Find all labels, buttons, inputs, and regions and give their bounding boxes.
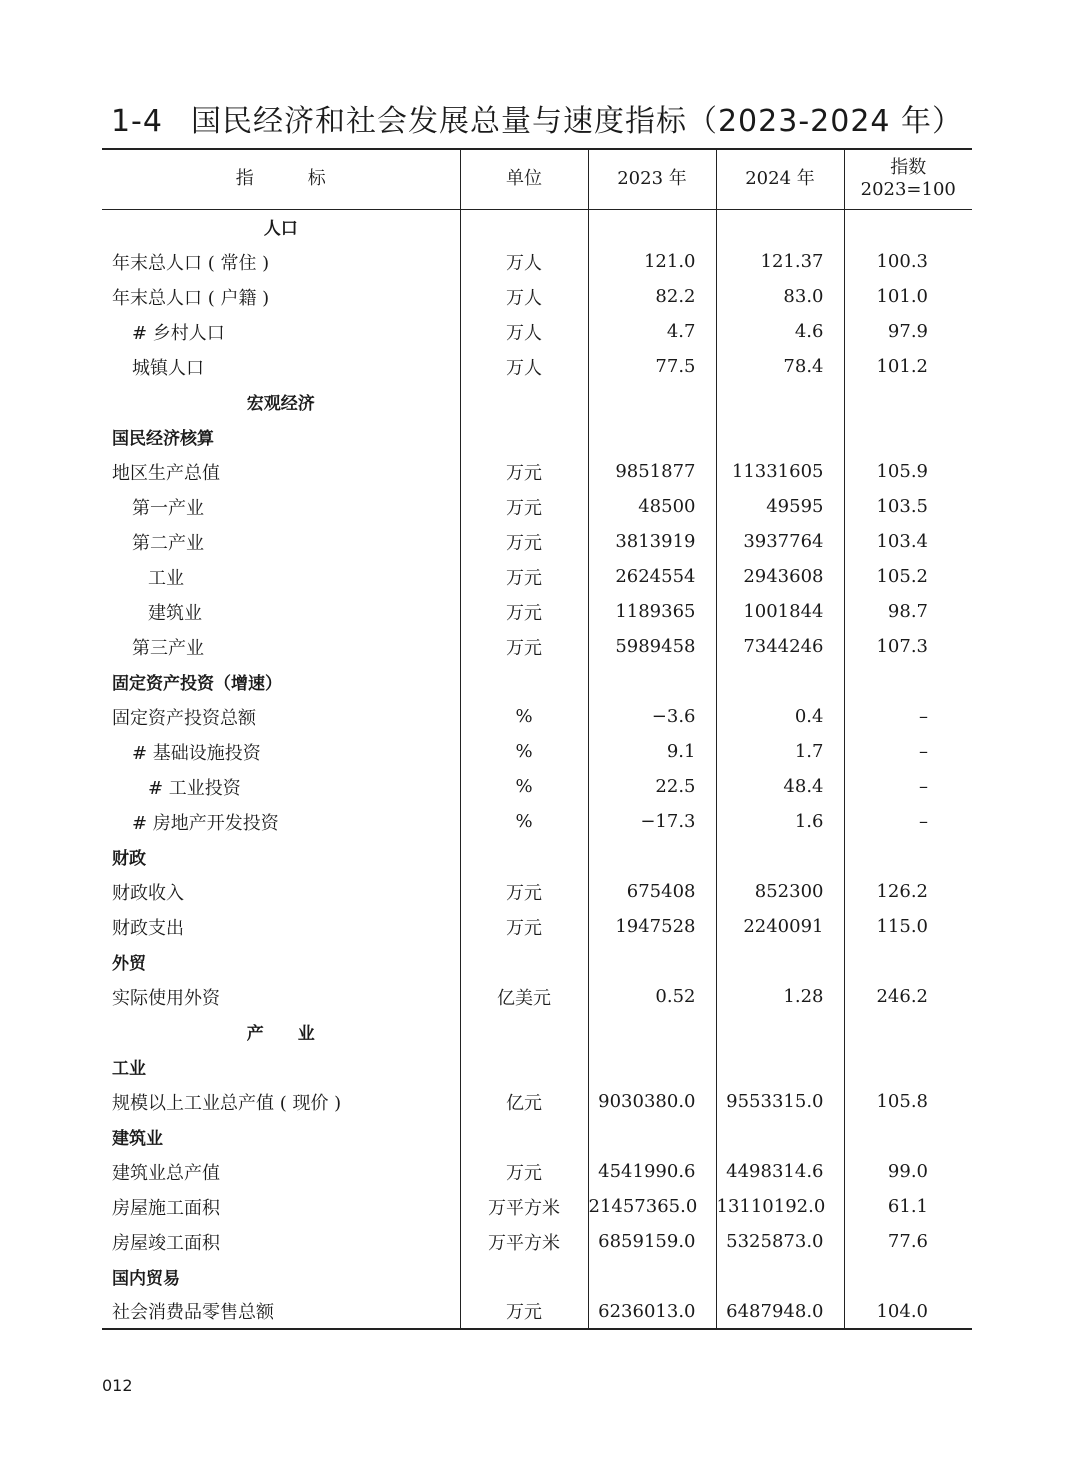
index-cell: 103.5 xyxy=(844,489,972,524)
header-2024: 2024 年 xyxy=(716,149,844,209)
indicator-label: 年末总人口 ( 常住 ) xyxy=(112,252,270,274)
value-2023-cell xyxy=(588,419,716,454)
header-2023: 2023 年 xyxy=(588,149,716,209)
index-cell xyxy=(844,419,972,454)
unit-cell xyxy=(460,664,588,699)
indicator-label: # 基础设施投资 xyxy=(132,742,261,764)
index-cell: 98.7 xyxy=(844,594,972,629)
index-cell: 107.3 xyxy=(844,629,972,664)
value-2024-cell: 13110192.0 xyxy=(716,1189,844,1224)
indicator-label: 工业 xyxy=(112,1059,146,1079)
table-row xyxy=(102,594,972,629)
value-2024-cell: 852300 xyxy=(716,874,844,909)
value-2024-cell: 83.0 xyxy=(716,279,844,314)
indicator-label: 固定资产投资（增速） xyxy=(112,674,282,694)
table-row xyxy=(102,1294,972,1329)
value-2023-cell: 3813919 xyxy=(588,524,716,559)
value-2023-cell: 5989458 xyxy=(588,629,716,664)
value-2024-cell: 1.28 xyxy=(716,979,844,1014)
unit-cell xyxy=(460,419,588,454)
value-2024-cell: 78.4 xyxy=(716,349,844,384)
indicator-label: 产 业 xyxy=(246,1024,315,1044)
indicator-label: # 房地产开发投资 xyxy=(132,812,279,834)
value-2024-cell xyxy=(716,1259,844,1294)
index-cell: 61.1 xyxy=(844,1189,972,1224)
indicator-label: 年末总人口 ( 户籍 ) xyxy=(112,287,270,309)
table-row xyxy=(102,349,972,384)
unit-cell: 万元 xyxy=(460,524,588,559)
table-row xyxy=(102,489,972,524)
index-cell xyxy=(844,1259,972,1294)
value-2024-cell xyxy=(716,1119,844,1154)
page-number: 012 xyxy=(102,1376,133,1395)
value-2024-cell: 1.7 xyxy=(716,734,844,769)
value-2024-cell: 0.4 xyxy=(716,699,844,734)
value-2024-cell: 3937764 xyxy=(716,524,844,559)
table-row xyxy=(102,734,972,769)
table-row xyxy=(102,524,972,559)
table-row xyxy=(102,1189,972,1224)
indicator-label: 财政 xyxy=(112,849,146,869)
unit-cell: 万元 xyxy=(460,594,588,629)
unit-cell: 万人 xyxy=(460,314,588,349)
value-2024-cell xyxy=(716,1014,844,1049)
indicator-label: 城镇人口 xyxy=(132,357,204,379)
indicator-label: # 乡村人口 xyxy=(132,322,225,344)
value-2023-cell: 1947528 xyxy=(588,909,716,944)
unit-cell: 万元 xyxy=(460,559,588,594)
value-2024-cell xyxy=(716,209,844,244)
value-2023-cell: −3.6 xyxy=(588,699,716,734)
index-cell xyxy=(844,209,972,244)
value-2024-cell: 2943608 xyxy=(716,559,844,594)
unit-cell: % xyxy=(460,769,588,804)
index-cell: 246.2 xyxy=(844,979,972,1014)
unit-cell: 万元 xyxy=(460,874,588,909)
unit-cell: 亿美元 xyxy=(460,979,588,1014)
table-row xyxy=(102,629,972,664)
indicator-label: 外贸 xyxy=(112,954,146,974)
table-body xyxy=(102,209,972,1329)
unit-cell: 万元 xyxy=(460,1294,588,1329)
table-row xyxy=(102,769,972,804)
value-2024-cell: 6487948.0 xyxy=(716,1294,844,1329)
index-cell: 100.3 xyxy=(844,244,972,279)
index-cell: 97.9 xyxy=(844,314,972,349)
value-2024-cell: 7344246 xyxy=(716,629,844,664)
value-2023-cell: 48500 xyxy=(588,489,716,524)
value-2023-cell: 4541990.6 xyxy=(588,1154,716,1189)
indicator-label: 固定资产投资总额 xyxy=(112,707,256,729)
section-row xyxy=(102,1049,972,1084)
index-cell: 104.0 xyxy=(844,1294,972,1329)
unit-cell xyxy=(460,1119,588,1154)
index-cell: 101.2 xyxy=(844,349,972,384)
value-2024-cell xyxy=(716,1049,844,1084)
section-row xyxy=(102,1014,972,1049)
index-cell: – xyxy=(844,699,972,734)
value-2024-cell: 9553315.0 xyxy=(716,1084,844,1119)
indicator-label: 规模以上工业总产值 ( 现价 ) xyxy=(112,1092,342,1114)
value-2023-cell xyxy=(588,1259,716,1294)
header-index-line1: 指数 xyxy=(890,157,927,179)
table-row xyxy=(102,279,972,314)
section-row xyxy=(102,664,972,699)
indicator-label: 财政收入 xyxy=(112,882,184,904)
value-2023-cell: 22.5 xyxy=(588,769,716,804)
value-2023-cell xyxy=(588,664,716,699)
indicator-label: 第一产业 xyxy=(132,497,204,519)
unit-cell xyxy=(460,1049,588,1084)
unit-cell xyxy=(460,1014,588,1049)
unit-cell: 万人 xyxy=(460,279,588,314)
value-2024-cell: 11331605 xyxy=(716,454,844,489)
header-index xyxy=(844,149,972,209)
table-row xyxy=(102,559,972,594)
index-cell xyxy=(844,839,972,874)
table-row xyxy=(102,454,972,489)
indicator-label: 第三产业 xyxy=(132,637,204,659)
index-cell xyxy=(844,1049,972,1084)
index-cell: 77.6 xyxy=(844,1224,972,1259)
value-2024-cell: 1001844 xyxy=(716,594,844,629)
value-2023-cell: 1189365 xyxy=(588,594,716,629)
value-2023-cell xyxy=(588,1014,716,1049)
unit-cell: 万元 xyxy=(460,909,588,944)
unit-cell xyxy=(460,384,588,419)
unit-cell: 万元 xyxy=(460,454,588,489)
table-row xyxy=(102,314,972,349)
header-unit: 单位 xyxy=(460,149,588,209)
index-cell xyxy=(844,664,972,699)
index-cell: 105.9 xyxy=(844,454,972,489)
value-2023-cell: −17.3 xyxy=(588,804,716,839)
value-2024-cell: 1.6 xyxy=(716,804,844,839)
index-cell xyxy=(844,384,972,419)
index-cell: 126.2 xyxy=(844,874,972,909)
table-number: 1-4 xyxy=(110,104,163,139)
page-title xyxy=(0,96,1074,140)
unit-cell: 万元 xyxy=(460,629,588,664)
value-2024-cell xyxy=(716,944,844,979)
value-2023-cell xyxy=(588,384,716,419)
section-row xyxy=(102,1259,972,1294)
unit-cell: % xyxy=(460,734,588,769)
value-2023-cell: 4.7 xyxy=(588,314,716,349)
value-2023-cell: 121.0 xyxy=(588,244,716,279)
unit-cell xyxy=(460,839,588,874)
unit-cell: 万元 xyxy=(460,1154,588,1189)
index-cell xyxy=(844,944,972,979)
value-2023-cell: 6236013.0 xyxy=(588,1294,716,1329)
value-2024-cell: 49595 xyxy=(716,489,844,524)
index-cell: – xyxy=(844,734,972,769)
value-2024-cell xyxy=(716,419,844,454)
value-2023-cell: 82.2 xyxy=(588,279,716,314)
indicator-label: # 工业投资 xyxy=(148,777,241,799)
section-row xyxy=(102,1119,972,1154)
section-row xyxy=(102,944,972,979)
unit-cell xyxy=(460,1259,588,1294)
index-cell: 115.0 xyxy=(844,909,972,944)
value-2024-cell: 121.37 xyxy=(716,244,844,279)
section-row xyxy=(102,384,972,419)
unit-cell xyxy=(460,209,588,244)
value-2024-cell xyxy=(716,664,844,699)
index-cell: 101.0 xyxy=(844,279,972,314)
indicator-label: 国内贸易 xyxy=(112,1269,180,1289)
indicator-label: 建筑业 xyxy=(112,1129,163,1149)
table-row xyxy=(102,874,972,909)
indicator-label: 国民经济核算 xyxy=(112,429,214,449)
index-cell xyxy=(844,1119,972,1154)
value-2023-cell: 9851877 xyxy=(588,454,716,489)
indicator-label: 建筑业 xyxy=(148,602,202,624)
table-row xyxy=(102,909,972,944)
value-2023-cell: 21457365.0 xyxy=(588,1189,716,1224)
index-cell: – xyxy=(844,769,972,804)
value-2024-cell: 48.4 xyxy=(716,769,844,804)
table-row xyxy=(102,1224,972,1259)
value-2023-cell xyxy=(588,839,716,874)
value-2024-cell: 2240091 xyxy=(716,909,844,944)
table-row xyxy=(102,1084,972,1119)
table-row xyxy=(102,804,972,839)
value-2023-cell xyxy=(588,1049,716,1084)
indicator-label: 建筑业总产值 xyxy=(112,1162,220,1184)
indicator-label: 地区生产总值 xyxy=(112,462,220,484)
indicators-table xyxy=(102,148,972,1330)
value-2023-cell xyxy=(588,1119,716,1154)
value-2023-cell: 2624554 xyxy=(588,559,716,594)
index-cell: 99.0 xyxy=(844,1154,972,1189)
value-2024-cell: 4498314.6 xyxy=(716,1154,844,1189)
index-cell: 105.8 xyxy=(844,1084,972,1119)
unit-cell: 万人 xyxy=(460,244,588,279)
value-2024-cell xyxy=(716,384,844,419)
value-2023-cell: 77.5 xyxy=(588,349,716,384)
table-row xyxy=(102,979,972,1014)
index-cell: – xyxy=(844,804,972,839)
indicator-label: 房屋施工面积 xyxy=(112,1197,220,1219)
index-cell xyxy=(844,1014,972,1049)
section-row xyxy=(102,419,972,454)
indicator-label: 人口 xyxy=(263,219,298,240)
unit-cell: 万平方米 xyxy=(460,1224,588,1259)
value-2023-cell: 9.1 xyxy=(588,734,716,769)
unit-cell: 万平方米 xyxy=(460,1189,588,1224)
indicator-label: 第二产业 xyxy=(132,532,204,554)
value-2023-cell: 0.52 xyxy=(588,979,716,1014)
section-row xyxy=(102,839,972,874)
indicator-label: 社会消费品零售总额 xyxy=(102,1294,460,1329)
index-cell: 103.4 xyxy=(844,524,972,559)
indicator-label: 房屋竣工面积 xyxy=(112,1232,220,1254)
value-2023-cell: 675408 xyxy=(588,874,716,909)
table-title-text: 国民经济和社会发展总量与速度指标（2023-2024 年） xyxy=(190,104,964,139)
unit-cell xyxy=(460,944,588,979)
header-indicator: 指 标 xyxy=(102,149,460,209)
unit-cell: 亿元 xyxy=(460,1084,588,1119)
indicator-label: 宏观经济 xyxy=(246,394,315,414)
value-2023-cell: 6859159.0 xyxy=(588,1224,716,1259)
index-cell: 105.2 xyxy=(844,559,972,594)
unit-cell: 万人 xyxy=(460,349,588,384)
table-row xyxy=(102,699,972,734)
value-2024-cell: 4.6 xyxy=(716,314,844,349)
indicator-label: 财政支出 xyxy=(112,917,184,939)
header-index-line2: 2023=100 xyxy=(860,179,956,201)
value-2023-cell: 9030380.0 xyxy=(588,1084,716,1119)
table-row xyxy=(102,244,972,279)
unit-cell: % xyxy=(460,699,588,734)
indicator-label: 工业 xyxy=(148,567,184,589)
table-header-row xyxy=(102,149,972,209)
section-row xyxy=(102,209,972,244)
value-2024-cell xyxy=(716,839,844,874)
value-2024-cell: 5325873.0 xyxy=(716,1224,844,1259)
value-2023-cell xyxy=(588,209,716,244)
unit-cell: 万元 xyxy=(460,489,588,524)
value-2023-cell xyxy=(588,944,716,979)
table-row xyxy=(102,1154,972,1189)
unit-cell: % xyxy=(460,804,588,839)
indicator-label: 实际使用外资 xyxy=(112,987,220,1009)
